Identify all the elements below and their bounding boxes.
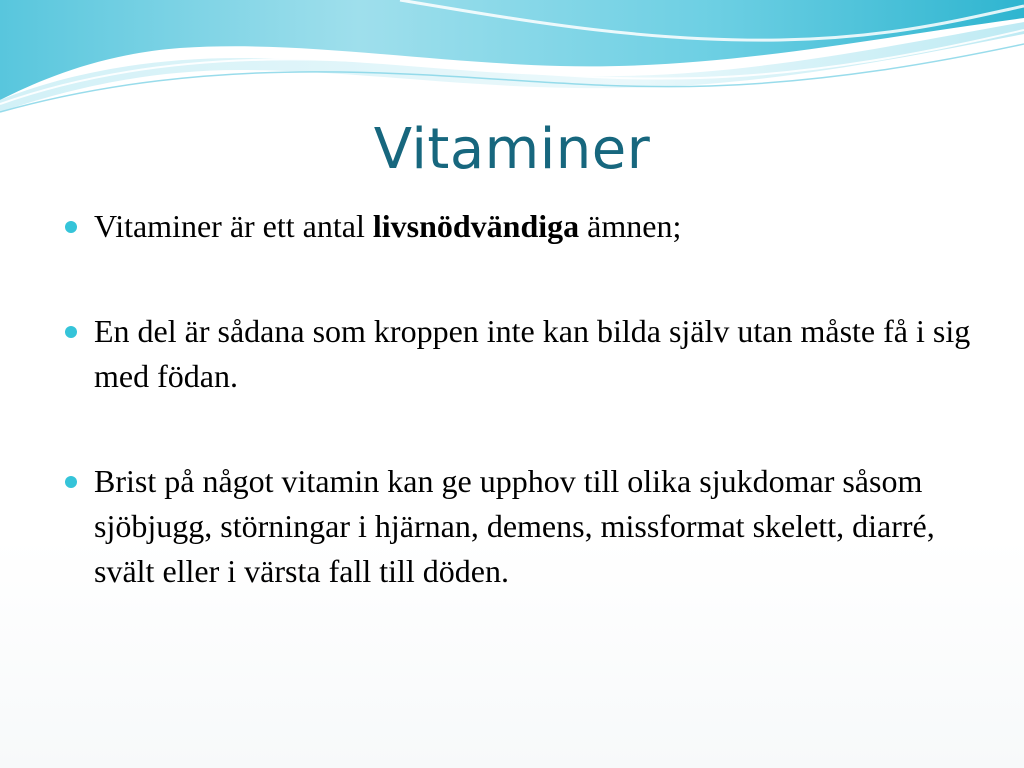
bullet-text-2: En del är sådana som kroppen inte kan bilda själv utan måste få i sig med födan. <box>94 313 971 394</box>
slide-title: Vitaminer <box>373 117 651 182</box>
bullet-list <box>62 204 972 594</box>
bullet-1-before: Vitaminer är ett antal <box>94 208 373 244</box>
bullet-dot-icon <box>65 476 77 488</box>
bullet-text-1 <box>94 208 681 244</box>
bullet-item-2 <box>62 309 972 399</box>
bullet-item-1 <box>62 204 972 249</box>
bullet-item-3 <box>62 459 972 594</box>
bullet-dot-icon <box>65 221 77 233</box>
bullet-1-bold: livsnödvändiga <box>372 208 580 244</box>
bullet-text-3: Brist på något vitamin kan ge upphov till olika sjukdomar såsom sjöbjugg, störningar i hjärnan, demens, missformat skelett, diarré, svält eller i värsta fall till döden. <box>94 463 935 589</box>
bullet-dot-icon <box>65 326 77 338</box>
bullet-1-after: ämnen; <box>579 208 682 244</box>
